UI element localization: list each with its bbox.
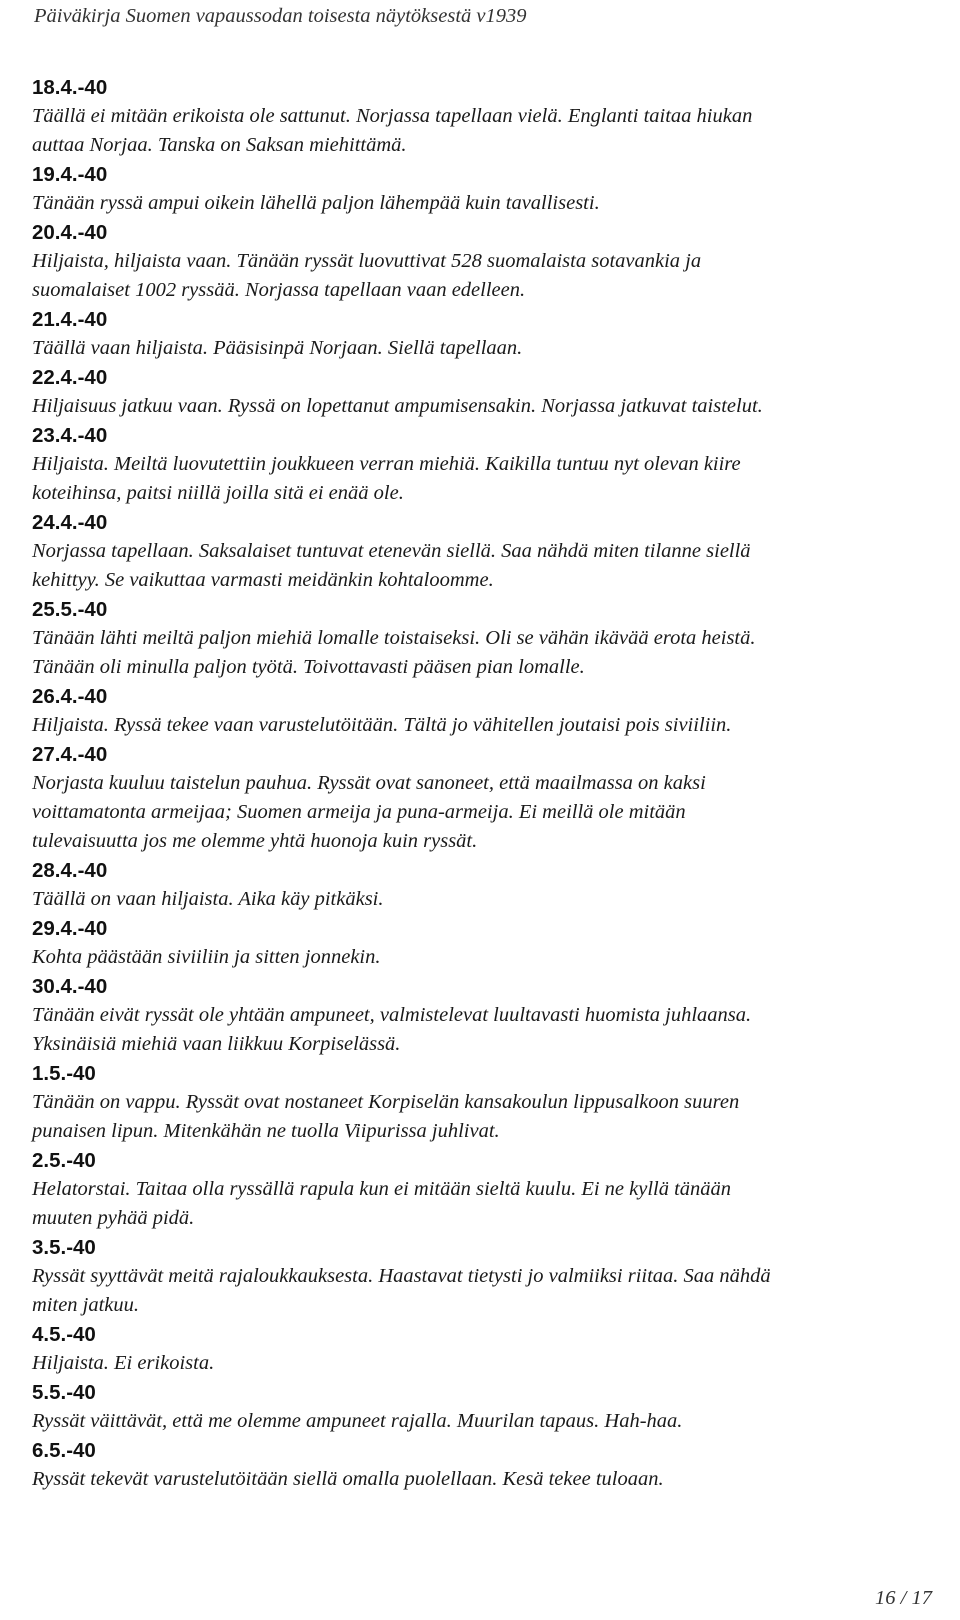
diary-entry [32, 914, 932, 972]
entry-text-line: Kohta päästään siviiliin ja sitten jonnekin. [32, 946, 381, 968]
entry-date: 23.4.-40 [32, 424, 108, 447]
entry-text-line: Hiljaisuus jatkuu vaan. Ryssä on lopettanut ampumisensakin. Norjassa jatkuvat taistelut. [32, 395, 763, 417]
entry-text-line: Ryssät tekevät varustelutöitään siellä omalla puolellaan. Kesä tekee tuloaan. [32, 1468, 664, 1490]
entry-text-line: Yksinäisiä miehiä vaan liikkuu Korpiselässä. [32, 1033, 401, 1055]
diary-entry [32, 160, 932, 218]
diary-entries [32, 73, 932, 1494]
entry-text [32, 943, 932, 972]
entry-text [32, 1465, 932, 1494]
entry-date: 28.4.-40 [32, 859, 108, 882]
diary-entry [32, 740, 932, 856]
entry-date: 4.5.-40 [32, 1323, 96, 1346]
entry-text-line: Täällä ei mitään erikoista ole sattunut. Norjassa tapellaan vielä. Englanti taitaa hiukan [32, 105, 753, 127]
diary-entry [32, 856, 932, 914]
diary-entry [32, 508, 932, 595]
entry-text-line: Tänään ryssä ampui oikein lähellä paljon lähempää kuin tavallisesti. [32, 192, 600, 214]
entry-date: 30.4.-40 [32, 975, 108, 998]
entry-text-line: Norjasta kuuluu taistelun pauhua. Ryssät ovat sanoneet, että maailmassa on kaksi [32, 772, 706, 794]
diary-entry [32, 421, 932, 508]
entry-date: 22.4.-40 [32, 366, 108, 389]
diary-entry [32, 1436, 932, 1494]
entry-date: 27.4.-40 [32, 743, 108, 766]
entry-text [32, 102, 932, 160]
entry-text-line: kehittyy. Se vaikuttaa varmasti meidänkin kohtaloomme. [32, 569, 494, 591]
diary-entry [32, 218, 932, 305]
entry-text-line: koteihinsa, paitsi niillä joilla sitä ei enää ole. [32, 482, 404, 504]
entry-text [32, 1088, 932, 1146]
entry-text [32, 769, 932, 856]
entry-text [32, 1407, 932, 1436]
diary-entry [32, 1320, 932, 1378]
entry-text [32, 711, 932, 740]
entry-text-line: Ryssät syyttävät meitä rajaloukkauksesta. Haastavat tietysti jo valmiiksi riitaa. Saa nähdä [32, 1265, 771, 1287]
diary-entry [32, 363, 932, 421]
diary-entry [32, 305, 932, 363]
running-header: Päiväkirja Suomen vapaussodan toisesta näytöksestä v1939 [34, 5, 527, 27]
diary-entry [32, 73, 932, 160]
entry-date: 21.4.-40 [32, 308, 108, 331]
entry-date: 29.4.-40 [32, 917, 108, 940]
entry-date: 5.5.-40 [32, 1381, 96, 1404]
entry-text-line: Hiljaista. Ei erikoista. [32, 1352, 215, 1374]
entry-text-line: Hiljaista, hiljaista vaan. Tänään ryssät luovuttivat 528 suomalaista sotavankia ja [32, 250, 702, 272]
entry-date: 2.5.-40 [32, 1149, 96, 1172]
entry-text-line: Hiljaista. Meiltä luovutettiin joukkueen verran miehiä. Kaikilla tuntuu nyt olevan kiire [32, 453, 741, 475]
entry-text [32, 624, 932, 682]
diary-entry [32, 1146, 932, 1233]
entry-text-line: Norjassa tapellaan. Saksalaiset tuntuvat etenevän siellä. Saa nähdä miten tilanne siellä [32, 540, 751, 562]
entry-text [32, 334, 932, 363]
diary-entry [32, 1233, 932, 1320]
entry-date: 18.4.-40 [32, 76, 108, 99]
entry-text-line: muuten pyhää pidä. [32, 1207, 195, 1229]
entry-date: 1.5.-40 [32, 1062, 96, 1085]
entry-text-line: tulevaisuutta jos me olemme yhtä huonoja kuin ryssät. [32, 830, 478, 852]
entry-text-line: Tänään on vappu. Ryssät ovat nostaneet Korpiselän kansakoulun lippusalkoon suuren [32, 1091, 740, 1113]
entry-date: 26.4.-40 [32, 685, 108, 708]
entry-text-line: Tänään oli minulla paljon työtä. Toivottavasti pääsen pian lomalle. [32, 656, 585, 678]
diary-entry [32, 595, 932, 682]
entry-text-line: Täällä on vaan hiljaista. Aika käy pitkäksi. [32, 888, 384, 910]
entry-text-line: Hiljaista. Ryssä tekee vaan varustelutöitään. Tältä jo vähitellen joutaisi pois siviiliin. [32, 714, 732, 736]
diary-entry [32, 972, 932, 1059]
entry-text [32, 1175, 932, 1233]
entry-text-line: auttaa Norjaa. Tanska on Saksan miehittämä. [32, 134, 407, 156]
entry-text [32, 392, 932, 421]
entry-text-line: Ryssät väittävät, että me olemme ampuneet rajalla. Muurilan tapaus. Hah-haa. [32, 1410, 683, 1432]
entry-date: 25.5.-40 [32, 598, 108, 621]
entry-text-line: Täällä vaan hiljaista. Pääsisinpä Norjaan. Siellä tapellaan. [32, 337, 523, 359]
entry-text [32, 1001, 932, 1059]
diary-entry [32, 1059, 932, 1146]
entry-text-line: punaisen lipun. Mitenkähän ne tuolla Viipurissa juhlivat. [32, 1120, 500, 1142]
entry-text-line: voittamatonta armeijaa; Suomen armeija ja puna-armeija. Ei meillä ole mitään [32, 801, 686, 823]
entry-date: 6.5.-40 [32, 1439, 96, 1462]
entry-text [32, 885, 932, 914]
entry-text [32, 1349, 932, 1378]
entry-text-line: miten jatkuu. [32, 1294, 140, 1316]
entry-date: 20.4.-40 [32, 221, 108, 244]
entry-text [32, 1262, 932, 1320]
entry-date: 3.5.-40 [32, 1236, 96, 1259]
entry-text [32, 189, 932, 218]
entry-text [32, 537, 932, 595]
entry-text-line: Tänään lähti meiltä paljon miehiä lomalle toistaiseksi. Oli se vähän ikävää erota heistä. [32, 627, 756, 649]
entry-text-line: Helatorstai. Taitaa olla ryssällä rapula kun ei mitään sieltä kuulu. Ei ne kyllä tänään [32, 1178, 732, 1200]
entry-text [32, 247, 932, 305]
entry-date: 24.4.-40 [32, 511, 108, 534]
entry-text-line: suomalaiset 1002 ryssää. Norjassa tapellaan vaan edelleen. [32, 279, 526, 301]
diary-entry [32, 1378, 932, 1436]
entry-text [32, 450, 932, 508]
entry-date: 19.4.-40 [32, 163, 108, 186]
page-number: 16 / 17 [875, 1587, 932, 1609]
entry-text-line: Tänään eivät ryssät ole yhtään ampuneet, valmistelevat luultavasti huomista juhlaansa. [32, 1004, 752, 1026]
diary-entry [32, 682, 932, 740]
